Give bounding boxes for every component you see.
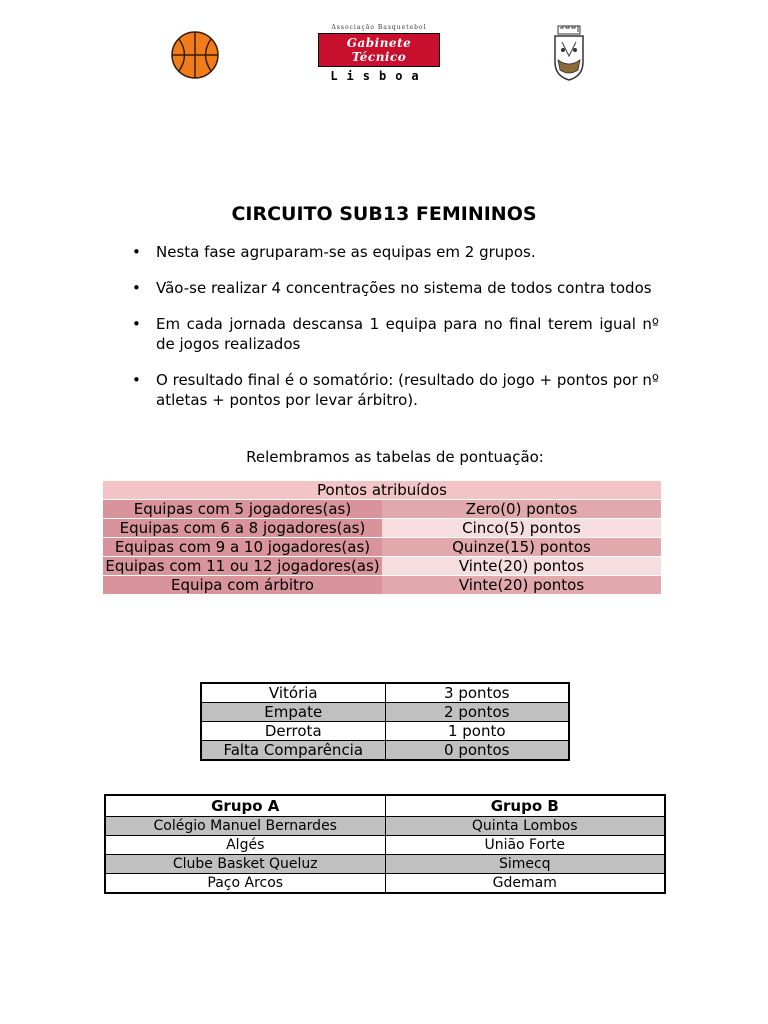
table-row (201, 741, 569, 761)
points-cell: Vinte(20) pontos (382, 576, 661, 595)
results-table (200, 682, 570, 761)
points-cell: 3 pontos (385, 683, 569, 703)
table-row (201, 722, 569, 741)
city-crest-icon (552, 24, 586, 82)
result-cell: Derrota (201, 722, 385, 741)
logo-small-text: Associação Basquetebol (331, 24, 427, 31)
table-header-row (103, 481, 661, 500)
points-cell: 0 pontos (385, 741, 569, 761)
table-header: Pontos atribuídos (103, 481, 661, 500)
group-b-team: Simecq (385, 855, 665, 874)
team-size-cell: Equipas com 11 ou 12 jogadores(as) (103, 557, 382, 576)
list-item: • Nesta fase agruparam-se as equipas em 2 grupos. (132, 242, 659, 262)
logo-brand: Gabinete Técnico (318, 33, 440, 67)
group-b-team: Quinta Lombos (385, 817, 665, 836)
table-row (103, 557, 661, 576)
team-size-cell: Equipa com árbitro (103, 576, 382, 595)
points-cell: Vinte(20) pontos (382, 557, 661, 576)
table-row (103, 500, 661, 519)
table-header-row (105, 795, 665, 817)
points-cell: Quinze(15) pontos (382, 538, 661, 557)
table-row (103, 538, 661, 557)
result-cell: Falta Comparência (201, 741, 385, 761)
result-cell: Vitória (201, 683, 385, 703)
group-b-header: Grupo B (385, 795, 665, 817)
table-row (201, 703, 569, 722)
table-row (201, 683, 569, 703)
table-row (105, 836, 665, 855)
groups-table (104, 794, 666, 894)
points-cell: Cinco(5) pontos (382, 519, 661, 538)
group-a-team: Algés (105, 836, 385, 855)
logo-city: Lisboa (330, 69, 428, 83)
table-row (105, 874, 665, 894)
group-a-header: Grupo A (105, 795, 385, 817)
info-list (132, 242, 659, 426)
table-row (105, 855, 665, 874)
table-row (103, 519, 661, 538)
intro-text: Relembramos as tabelas de pontuação: (246, 448, 544, 466)
points-cell: 1 ponto (385, 722, 569, 741)
points-table (103, 481, 661, 595)
points-cell: 2 pontos (385, 703, 569, 722)
team-size-cell: Equipas com 5 jogadores(as) (103, 500, 382, 519)
team-size-cell: Equipas com 9 a 10 jogadores(as) (103, 538, 382, 557)
points-cell: Zero(0) pontos (382, 500, 661, 519)
page-header (0, 0, 768, 110)
group-a-team: Clube Basket Queluz (105, 855, 385, 874)
association-logo (318, 24, 440, 83)
table-row (103, 576, 661, 595)
group-a-team: Paço Arcos (105, 874, 385, 894)
table-row (105, 817, 665, 836)
group-b-team: União Forte (385, 836, 665, 855)
page-title: CIRCUITO SUB13 FEMININOS (231, 203, 537, 225)
basketball-icon (170, 30, 220, 80)
group-b-team: Gdemam (385, 874, 665, 894)
team-size-cell: Equipas com 6 a 8 jogadores(as) (103, 519, 382, 538)
list-item: • O resultado final é o somatório: (resultado do jogo + pontos por nº atletas + pontos por levar árbitro). (132, 370, 659, 410)
result-cell: Empate (201, 703, 385, 722)
list-item: • Em cada jornada descansa 1 equipa para no final terem igual nº de jogos realizados (132, 314, 659, 354)
list-item: • Vão-se realizar 4 concentrações no sistema de todos contra todos (132, 278, 659, 298)
group-a-team: Colégio Manuel Bernardes (105, 817, 385, 836)
